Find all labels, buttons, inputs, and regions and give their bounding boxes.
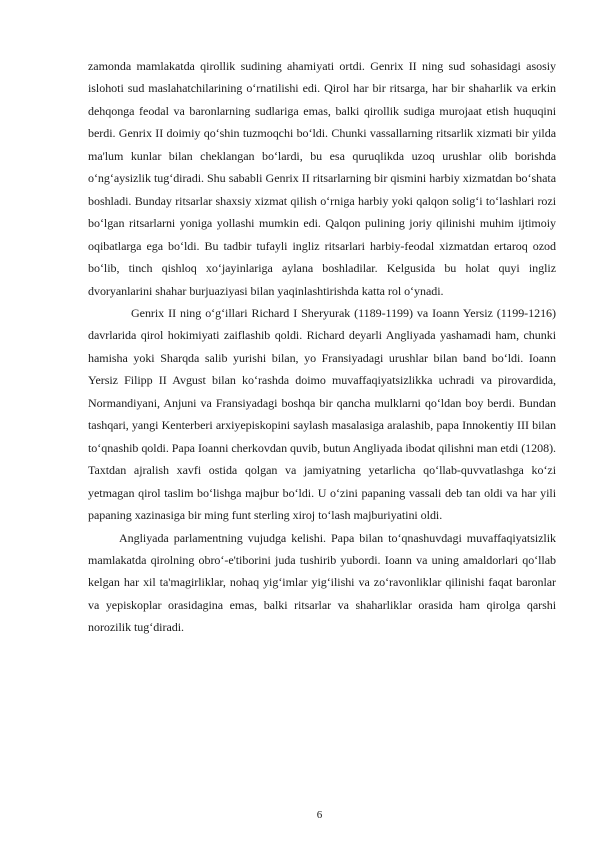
paragraph-1: zamonda mamlakatda qirollik sudining ahamiyati ortdi. Genrix II ning sud sohasidagi asosiy islohoti sud maslahatchilarining o‘rnatilishi edi. Qirol har bir ritsarga, har bir shaharlik va erkin dehqonga feodal va baronlarning sudlariga emas, balki qirollik sudiga murojaat etish huquqini berdi. Genrix II doimiy qo‘shin tuzmoqchi bo‘ldi. Chunki vassallarning ritsarlik xizmati bir yilda ma'lum kunlar bilan cheklangan bo‘lardi, bu esa quruqlikda uzoq urushlar olib borishda o‘ng‘aysizlik tug‘diradi. Shu sababli Genrix II ritsarlarning bir qismini harbiy xizmatdan bo‘shata boshladi. Bunday ritsarlar shaxsiy xizmat qilish o‘rniga harbiy yoki qalqon solig‘i to‘lashlari rozi bo‘lgan ritsarlarni yoniga yollashi mumkin edi. Qalqon pulining joriy qilinishi muhim ijtimoiy oqibatlarga ega bo‘ldi. Bu tadbir tufayli ingliz ritsarlari harbiy-feodal xizmatdan ertaroq ozod bo‘lib, tinch qishloq xo‘jayinlariga aylana boshladilar. Kelgusida bu holat quyi ingliz dvoryanlarini shahar burjuaziyasi bilan yaqinlashtirishda katta rol o‘ynadi. — [88, 59, 556, 298]
paragraph-3: Angliyada parlamentning vujudga kelishi. Papa bilan to‘qnashuvdagi muvaffaqiyatsizlik mamlakatda qirolning obro‘-e'tiborini juda tushirib yubordi. Ioann va uning amaldorlari qo‘llab kelgan har xil ta'magirliklar, nohaq yig‘imlar yig‘ilishi va zo‘ravonliklar qilinishi faqat baronlar va yepiskoplar orasidagina emas, balki ritsarlar va shaharliklar orasida ham qirolga qarshi norozilik tug‘diradi. — [88, 530, 556, 635]
paragraph-2: Genrix II ning o‘g‘illari Richard I Sheryurak (1189-1199) va Ioann Yersiz (1199-1216) davrlarida qirol hokimiyati zaiflashib qoldi. Richard deyarli Angliyada yashamadi ham, chunki hamisha yoki Sharqda salib yurishi bilan, yo Fransiyadagi urushlar bilan band bo‘ldi. Ioann Yersiz Filipp II Avgust bilan ko‘rashda doimo muvaffaqiyatsizlikka uchradi va pirovardida, Normandiyani, Anjuni va Fransiyadagi boshqa bir qancha mulklarni qo‘ldan boy berdi. Bundan tashqari, yangi Kenterberi arxiyepiskopini saylash masalasiga aralashib, papa Innokentiy III bilan to‘qnashib qoldi. Papa Ioanni cherkovdan quvib, butun Angliyada ibodat qilishni man etdi (1208). Taxtdan ajralish xavfi ostida qolgan va jamiyatning yetarlicha qo‘llab-quvvatlashga ko‘zi yetmagan qirol taslim bo‘lishga majbur bo‘ldi. U o‘zini papaning vassali deb tan oldi va har yili papaning xazinasiga bir ming funt sterling xiroj to‘lash majburiyatini oldi. — [88, 305, 556, 523]
page-number: 6 — [316, 809, 323, 821]
document-page — [88, 55, 556, 639]
